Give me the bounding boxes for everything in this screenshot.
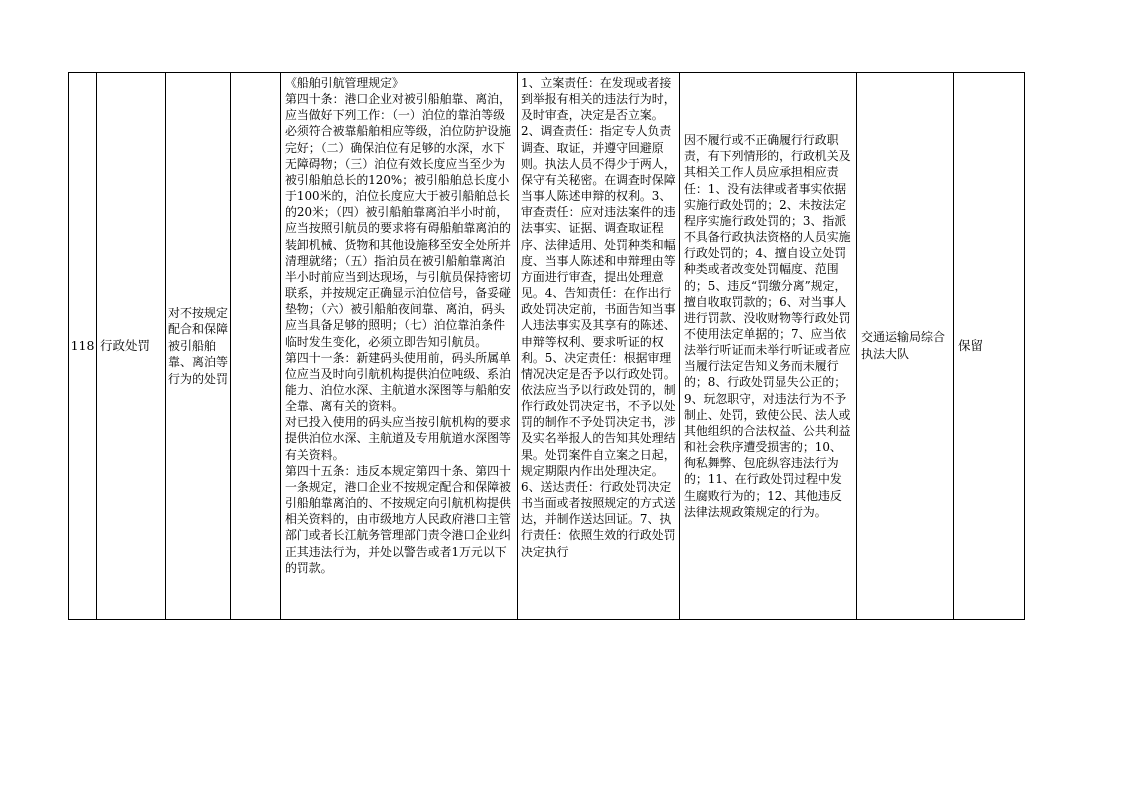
agency-cell <box>857 73 954 619</box>
sub-item-cell <box>231 73 281 619</box>
item-name-cell <box>166 73 231 619</box>
row-number: 118 <box>70 337 95 353</box>
item-name-text: 对不按规定配合和保障被引船舶靠、离泊等行为的处罚 <box>168 305 229 386</box>
responsibility-cell <box>518 73 680 619</box>
remark-cell <box>954 73 1026 619</box>
category-text: 行政处罚 <box>100 337 151 353</box>
responsibility-text: 1、立案责任：在发现或者接到举报有相关的违法行为时，及时审查，决定是否立案。2、调查责任：指定专人负责调查、取证，并遵守回避原则。执法人员不得少于两人，保守有关秘密。在调查时保障当事人陈述申辩的权利。3、审查责任：应对违法案件的违法事实、证据、调查取证程序、法律适用、处罚种类和幅度、当事人陈述和申辩理由等方面进行审查，提出处理意见。4、告知责任：在作出行政处罚决定前，书面告知当事人违法事实及其享有的陈述、申辩等权利、要求听证的权利。5、决定责任：根据审理情况决定是否予以行政处罚。依法应当予以行政处罚的，制作行政处罚决定书，不予以处罚的制作不予处罚决定书，涉及实名举报人的告知其处理结果。处罚案件自立案之日起，规定期限内作出处理决定。 6、送达责任：行政处罚决定书当面或者按照规定的方式送达，并制作送达回证。7、执行责任：依照生效的行政处罚决定执行 <box>521 76 676 559</box>
legal-basis-text: 《船舶引航管理规定》 第四十条：港口企业对被引船舶靠、离泊，应当做好下列工作：（一）泊位的靠泊等级必须符合被靠船舶相应等级，泊位防护设施完好；（二）确保泊位有足够的水深，水下无障碍物；（三）泊位有效长度应当至少为被引船舶总长的120%；被引船舶总长度小于100米的，泊位长度应大于被引船舶总长的20米；（四）被引船舶靠离泊半小时前，应当按照引航员的要求将有碍船舶靠离泊的装卸机械、货物和其他设施移至安全处所并清理就绪；（五）指泊员在被引船舶靠离泊半小时前应当到达现场，与引航员保持密切联系，并按规定正确显示泊位信号，备妥碰垫物；（六）被引船舶夜间靠、离泊，码头应当具备足够的照明；（七）泊位靠泊条件临时发生变化，必须立即告知引航员。 第四十一条：新建码头使用前，码头所属单位应当及时向引航机构提供泊位吨级、系泊能力、泊位水深、主航道水深图等与船舶安全靠、离有关的资料。 对已投入使用的码头应当按引航机构的要求提供泊位水深、主航道及专用航道水深图等有关资料。 第四十五条：违反本规定第四十条、第四十一条规定，港口企业不按规定配合和保障被引船舶靠离泊的、不按规定向引航机构提供相关资料的，由市级地方人民政府港口主管部门或者长江航务管理部门责令港口企业纠正其违法行为，并处以警告或者1万元以下的罚款。 <box>285 76 511 575</box>
remark-text: 保留 <box>958 337 984 353</box>
row-number-cell <box>69 73 97 619</box>
accountability-cell <box>680 73 857 619</box>
category-cell <box>97 73 166 619</box>
agency-text: 交通运输局综合执法大队 <box>861 330 946 361</box>
table-row <box>68 72 1025 620</box>
legal-basis-cell <box>281 73 518 619</box>
accountability-text: 因不履行或不正确履行行政职责，有下列情形的，行政机关及其相关工作人员应承担相应责任：1、没有法律或者事实依据实施行政处罚的；2、未按法定程序实施行政处罚的；3、指派不具备行政执法资格的人员实施行政处罚的；4、擅自设立处罚种类或者改变处罚幅度、范围的；5、违反“罚缴分离”规定，擅自收取罚款的；6、对当事人进行罚款、没收财物等行政处罚不使用法定单据的；7、应当依法举行听证而未举行听证或者应当履行法定告知义务而未履行的；8、行政处罚显失公正的；9、玩忽职守，对违法行为不予制止、处罚，致使公民、法人或其他组织的合法权益、公共利益和社会秩序遭受损害的；10、徇私舞弊、包庇纵容违法行为的；11、在行政处罚过程中发生腐败行为的；12、其他违反法律法规政策规定的行为。 <box>684 133 851 519</box>
